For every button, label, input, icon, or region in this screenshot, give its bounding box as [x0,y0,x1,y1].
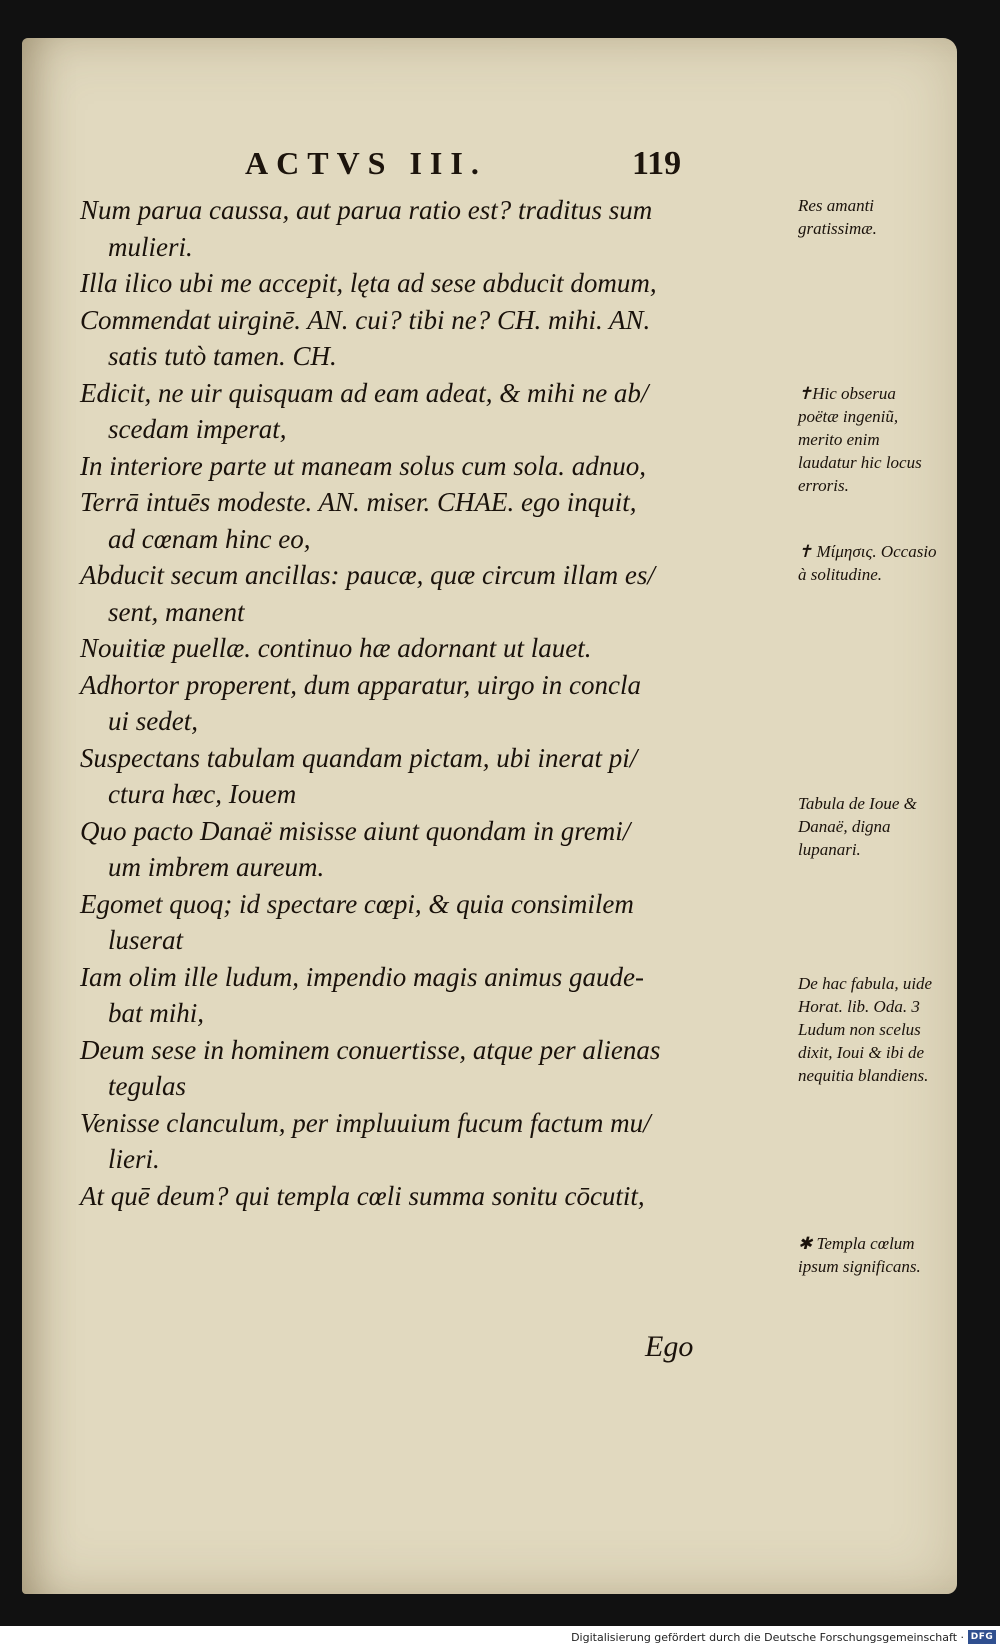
verse-line: Iam olim ille ludum, impendio magis animus gaude- bat mihi, [80,961,644,1028]
marginal-note: Tabula de Ioue & Danaë, digna lupanari. [798,794,917,859]
verse-line: Num parua caussa, aut parua ratio est? traditus sum mulieri. [80,195,653,262]
verse-line: Deum sese in hominem conuertisse, atque per alienas tegulas [80,1034,661,1101]
marginal-note: ✱ Templa cœlum ipsum significans. [798,1234,921,1276]
marginal-note: ✝ Μίμησις. Occasio à solitudine. [798,542,937,584]
footer-bar [0,1626,1000,1648]
marginal-note: De hac fabula, uide Horat. lib. Oda. 3 Ludum non scelus dixit, Ioui & ibi de nequitia blandiens. [798,974,933,1085]
verse-line: Terrā intuēs modeste. AN. miser. CHAE. ego inquit, ad cœnam hinc eo, [80,487,637,554]
catchword: Ego [645,1330,694,1363]
marginal-note: Res amanti gratissimæ. [798,196,877,238]
running-head: ACTVS III. [245,145,487,181]
verse-line: Egomet quoq; id spectare cœpi, & quia consimilem luserat [80,888,634,955]
verse-line: Abducit secum ancillas: paucæ, quæ circum illam es/ sent, manent [80,560,655,627]
page-header [0,145,1000,185]
verse-line: Nouitiæ puellæ. continuo hæ adornant ut lauet. [80,633,592,663]
verse-line: Edicit, ne uir quisquam ad eam adeat, & mihi ne ab/ scedam imperat, [80,377,649,444]
dfg-logo-icon: DFG [968,1630,996,1644]
marginal-note: ✝Hic obserua poëtæ ingeniũ, merito enim laudatur hic locus erroris. [798,384,922,495]
verse-line: Quo pacto Danaë misisse aiunt quondam in gremi/ um imbrem aureum. [80,815,631,882]
verse-line: At quē deum? qui templa cœli summa sonitu cōcutit, [80,1180,645,1211]
main-text [80,192,937,1276]
verse-line: Venisse clanculum, per impluuium fucum factum mu/ lieri. [80,1107,651,1174]
verse-line: Suspectans tabulam quandam pictam, ubi inerat pi/ ctura hæc, Iouem [80,742,638,809]
verse-line: In interiore parte ut maneam solus cum sola. adnuo, [80,450,646,481]
footer-credit: Digitalisierung gefördert durch die Deutsche Forschungsgemeinschaft · [571,1631,964,1644]
page-number: 119 [632,145,682,182]
verse-line: Adhortor properent, dum apparatur, uirgo in concla ui sedet, [80,669,641,736]
verse-line: Commendat uirginē. AN. cui? tibi ne? CH. mihi. AN. satis tutò tamen. CH. [80,304,651,371]
verse-line: Illa ilico ubi me accepit, lęta ad sese abducit domum, [80,268,657,298]
